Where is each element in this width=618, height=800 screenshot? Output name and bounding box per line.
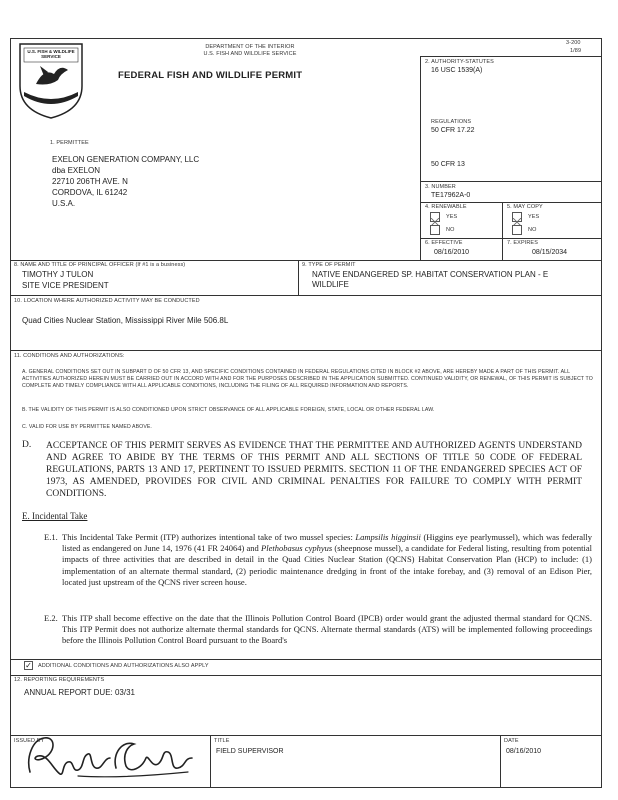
incidental-take-heading: E. Incidental Take xyxy=(22,511,88,521)
species-higgins-eye: Lampsilis higginsii xyxy=(355,532,421,542)
title-label: TITLE xyxy=(214,738,230,744)
may-copy-yes-label: YES xyxy=(528,214,540,220)
may-copy-no-label: NO xyxy=(528,227,537,233)
condition-e1-part-3: (sheepnose mussel), a candidate for Federal listing, resulting from potential impacts of three activities that are described in detail in the Quad Cities Nuclear Station (QCNS) Habitat Conservation Plan (HCP) to include: (1) implementation of an alternate thermal standard, (2) periodic maintenance dredging in front of the intake forebay, and (3) removal of an Edison Pier, located just upstream of the QCNS river screen house. xyxy=(62,543,592,587)
condition-b: B. THE VALIDITY OF THIS PERMIT IS ALSO CONDITIONED UPON STRICT OBSERVANCE OF ALL APPLICABLE FOREIGN, STATE, LOCAL OR OTHER FEDERAL LAW. xyxy=(22,407,435,413)
permit-type-line-1: NATIVE ENDANGERED SP. HABITAT CONSERVATION PLAN - E xyxy=(312,270,549,279)
permittee-line-2: dba EXELON xyxy=(52,166,101,175)
right-column-divider xyxy=(420,56,421,260)
condition-e1-part-1: This Incidental Take Permit (ITP) authorizes intentional take of two mussel species: xyxy=(62,532,356,542)
condition-c: C. VALID FOR USE BY PERMITTEE NAMED ABOVE. xyxy=(22,424,152,430)
title-value: FIELD SUPERVISOR xyxy=(216,748,284,755)
authority-label: 2. AUTHORITY-STATUTES xyxy=(425,59,494,65)
footer-divider-2 xyxy=(500,735,501,788)
condition-e2-label: E.2. xyxy=(44,613,58,623)
rule-number xyxy=(420,181,602,182)
agency-line-2: U.S. FISH AND WILDLIFE SERVICE xyxy=(203,51,297,57)
agency-line-1: DEPARTMENT OF THE INTERIOR xyxy=(205,44,295,50)
authority-statute: 16 USC 1539(A) xyxy=(431,67,483,74)
location-label: 10. LOCATION WHERE AUTHORIZED ACTIVITY MAY BE CONDUCTED xyxy=(14,298,200,304)
renewable-label: 4. RENEWABLE xyxy=(425,204,467,210)
permittee-line-1: EXELON GENERATION COMPANY, LLC xyxy=(52,155,200,164)
rule-location xyxy=(10,295,602,296)
officer-label: 8. NAME AND TITLE OF PRINCIPAL OFFICER (If #1 is a business) xyxy=(14,262,186,268)
expires-label: 7. EXPIRES xyxy=(507,240,538,246)
rule-additional xyxy=(10,659,602,660)
renewable-yes-checkbox[interactable] xyxy=(430,212,440,222)
effective-label: 6. EFFECTIVE xyxy=(425,240,463,246)
condition-a: A. GENERAL CONDITIONS SET OUT IN SUBPART D OF 50 CFR 13, AND SPECIFIC CONDITIONS CONTAINED IN FEDERAL REGULATIONS CITED IN BLOCK #2 ABOVE, ARE HEREBY MADE A PART OF THIS PERMIT. ALL ACTIVITIES AUTHORIZED HEREIN MUST BE CARRIED OUT IN ACCORD WITH AND FOR THE PURPOSES DESCRIBED IN THE APPLICATION SUBMITTED. CONTINUED VALIDITY, OR RENEWAL, OF THIS PERMIT IS SUBJECT TO COMPLETE AND TIMELY COMPLIANCE WITH ALL APPLICABLE CONDITIONS, INCLUDING THE FILING OF ALL REQUIRED INFORMATION AND REPORTS. xyxy=(22,369,593,390)
renewable-divider xyxy=(502,202,503,260)
condition-d: ACCEPTANCE OF THIS PERMIT SERVES AS EVIDENCE THAT THE PERMITTEE AND AUTHORIZED AGENTS UNDERSTAND AND AGREE TO ABIDE BY THE TERMS OF THIS PERMIT AND ALL SECTIONS OF TITLE 50 CODE OF FEDERAL REGULATIONS, PARTS 13 AND 17, PERTINENT TO ISSUED PERMITS. SECTION 11 OF THE ENDANGERED SPECIES ACT OF 1973, AS AMENDED, PROVIDES FOR CIVIL AND CRIMINAL PENALTIES FOR FAILURE TO COMPLY WITH PERMIT CONDITIONS. xyxy=(46,441,582,499)
conditions-label: 11. CONDITIONS AND AUTHORIZATIONS: xyxy=(14,353,125,359)
additional-conditions-label: ADDITIONAL CONDITIONS AND AUTHORIZATIONS ALSO APPLY xyxy=(38,663,209,669)
permittee-line-4: CORDOVA, IL 61242 xyxy=(52,188,128,197)
reporting-label: 12. REPORTING REQUIREMENTS xyxy=(14,677,105,683)
reporting-value: ANNUAL REPORT DUE: 03/31 xyxy=(24,688,136,697)
regulation-2: 50 CFR 13 xyxy=(431,161,465,168)
officer-name: TIMOTHY J TULON xyxy=(22,270,94,279)
number-label: 3. NUMBER xyxy=(425,184,456,190)
rule-effective xyxy=(420,238,602,239)
date-label: DATE xyxy=(504,738,519,744)
condition-d-label: D. xyxy=(22,440,32,450)
rule-conditions xyxy=(10,350,602,351)
may-copy-no-checkbox[interactable] xyxy=(512,225,522,235)
emblem-text: U.S. FISH & WILDLIFE SERVICE xyxy=(27,49,75,59)
renewable-no-checkbox[interactable] xyxy=(430,225,440,235)
permittee-line-3: 22710 206TH AVE. N xyxy=(52,177,128,186)
condition-e2: This ITP shall become effective on the date that the Illinois Pollution Control Board (IPCB) order would grant the adjusted thermal standard for QCNS. This ITP Permit does not authorize alternate thermal standards for QCNS. Alternate thermal standards (ATS) will be implemented following proceedings before the Illinois Pollution Control Board pursuant to the Board's xyxy=(62,613,592,646)
form-code: 3-200 xyxy=(566,40,581,46)
permittee-label: 1. PERMITTEE xyxy=(50,140,89,146)
officer-title: SITE VICE PRESIDENT xyxy=(22,281,109,290)
date-value: 08/16/2010 xyxy=(506,748,542,755)
regulation-1: 50 CFR 17.22 xyxy=(431,127,475,134)
may-copy-yes-checkbox[interactable] xyxy=(512,212,522,222)
rule-officer xyxy=(10,260,602,261)
renewable-no-label: NO xyxy=(446,227,455,233)
renewable-yes-label: YES xyxy=(446,214,458,220)
permit-type-label: 9. TYPE OF PERMIT xyxy=(302,262,356,268)
form-code-2: 1/89 xyxy=(570,48,582,54)
permittee-line-5: U.S.A. xyxy=(52,199,76,208)
regulations-label: REGULATIONS xyxy=(431,119,472,125)
permit-title: FEDERAL FISH AND WILDLIFE PERMIT xyxy=(118,70,303,81)
may-copy-label: 5. MAY COPY xyxy=(507,204,543,210)
officer-divider xyxy=(298,260,299,295)
expires-date: 08/15/2034 xyxy=(532,249,568,256)
condition-e1-label: E.1. xyxy=(44,532,58,542)
additional-conditions-checkbox[interactable]: ✓ xyxy=(25,661,32,670)
species-sheepnose: Plethobasus cyphyus xyxy=(261,543,333,554)
condition-e1-part-2: (Higgins eye pearlymussel), which was federally listed as endangered on June 14, 1976 (41 FR 24064) and xyxy=(62,532,592,554)
footer-divider-1 xyxy=(210,735,211,788)
permit-type-line-2: WILDLIFE xyxy=(312,280,349,289)
location-value: Quad Cities Nuclear Station, Mississippi River Mile 506.8L xyxy=(22,316,229,325)
condition-e1 xyxy=(62,532,592,588)
permit-number: TE17962A-0 xyxy=(431,192,471,199)
effective-date: 08/16/2010 xyxy=(434,249,470,256)
rule-top-right xyxy=(420,56,602,57)
issued-by-label: ISSUED BY xyxy=(14,738,45,744)
rule-reporting xyxy=(10,675,602,676)
signature xyxy=(18,728,208,786)
rule-renewable xyxy=(420,202,602,203)
